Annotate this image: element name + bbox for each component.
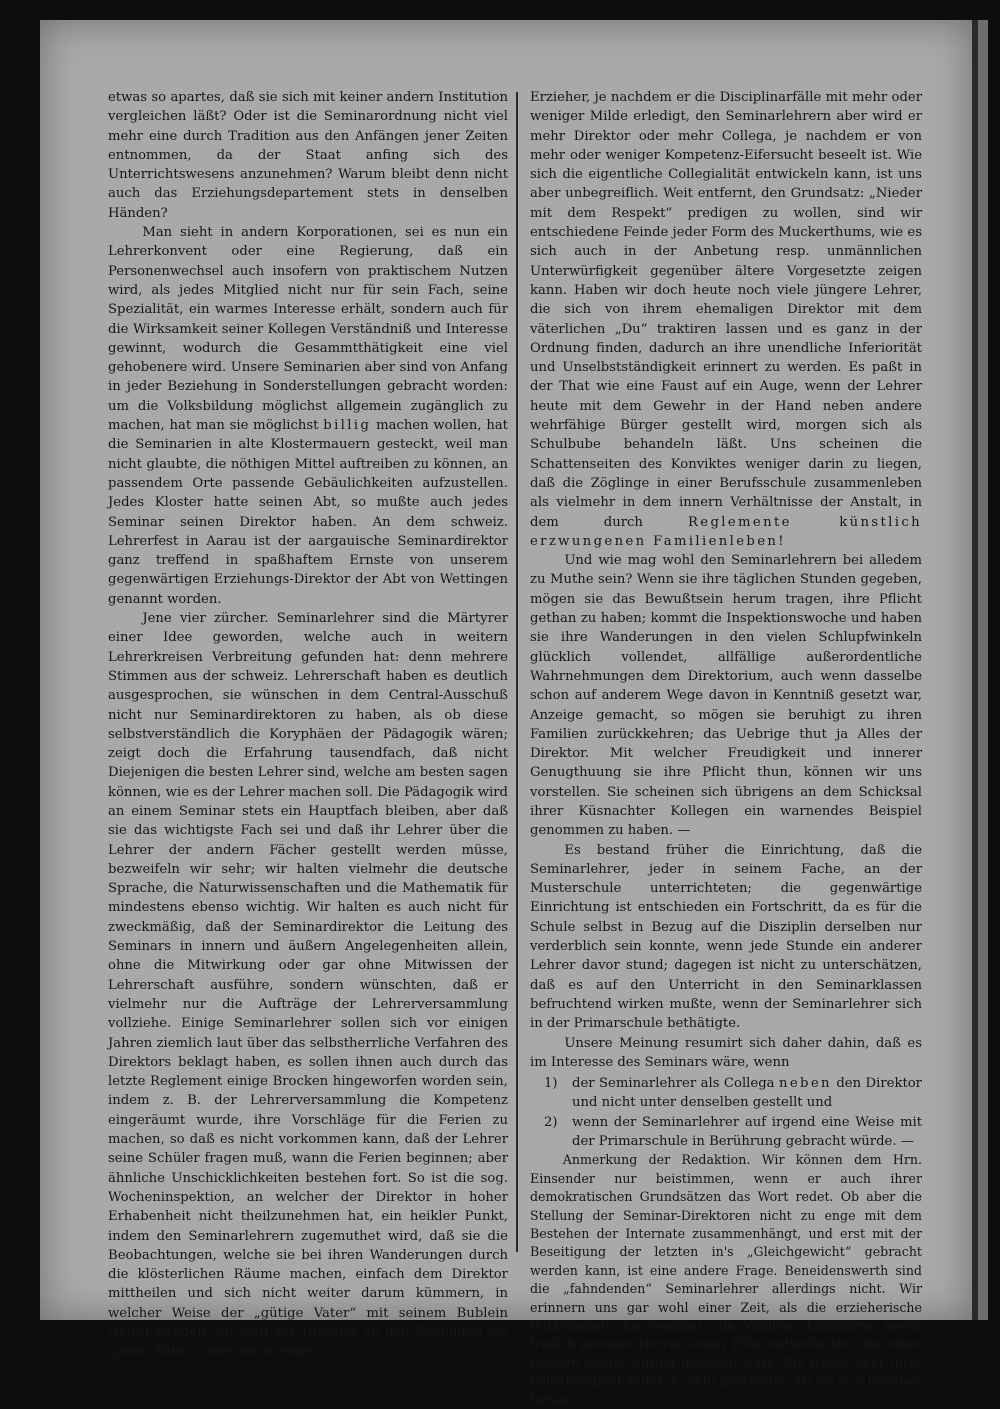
emphasis-neben: neben	[778, 1076, 832, 1092]
right-paragraph-3: Es bestand früher die Einrichtung, daß die Seminarlehrer, jeder in seinem Fache, an der Musterschule unterrichteten; die gegenwärtige Einrichtung ist entschieden ein Fortschritt, da es für die Schule selbst in Bezug auf die Disziplin derselben nur verderblich sein konnte, wenn jede Stunde ein anderer Lehrer davor stund; dagegen ist nicht zu unterschätzen, daß es auf den Unterricht in den Seminarklassen befruchtend wirken mußte, wenn der Seminarlehrer sich in der Primarschule bethätigte.	[530, 842, 922, 1032]
right-paragraph-2: Und wie mag wohl den Seminarlehrern bei alledem zu Muthe sein? Wenn sie ihre täglichen Stunden gegeben, mögen sie das Bewußtsein herum tragen, ihre Pflicht gethan zu haben; kommt die Inspektionswoche und haben sie ihre Wanderungen in den vielen Schlupfwinkeln glücklich vollendet, allfällige außerordentliche Wahrnehmungen dem Direktorium, auch wenn dasselbe schon auf anderem Wege davon in Kenntniß gesetzt war, Anzeige gemacht, so mögen sie beruhigt zu ihren Familien zurückkehren; das Uebrige thut ja Alles der Direktor. Mit welcher Freudigkeit und innerer Genugthuung sie ihre Pflicht thun, können wir uns vorstellen. Sie scheinen sich übrigens an dem Schicksal ihrer Küsnachter Kollegen ein warnendes Beispiel genommen zu haben. —	[530, 553, 922, 839]
list-number: 2)	[544, 1114, 558, 1130]
editorial-note: Anmerkung der Redaktion. Wir können dem Hrn. Einsender nur beistimmen, wenn er auch ihrer demokratischen Grundsätzen das Wort redet. Ob aber die Stellung der Seminar-Direktoren nicht zu enge mit dem Bestehen der Internate zusammenhängt, und erst mit der Beseitigung der letzten in's „Gleichgewicht“ gebracht werden kann, ist eine andere Frage. Beneidenswerth sind die „fahndenden“ Seminarlehrer allerdings nicht. Wir erinnern uns gar wohl einer Zeit, als die erzieherische Wirksamkeit des Seminars im Vigiliren kulminirte, worin freilich gewisse Herren einen Eifer entwickelten, der einer bessern Sache würdig gewesen wäre. Sie haben aber ihrer Lehrthätigkeit dadurch mehr geschadet, als sie sich träumen ließen.	[530, 1152, 922, 1407]
left-paragraph-2-end: machen wollen, hat die Seminarien in alte Klostermauern gesteckt, weil man nicht glaubte, die nöthigen Mittel auftreiben zu können, an passendem Orte passende Gebäulichkeiten aufzustellen. Jedes Kloster hatte seinen Abt, so mußte auch jedes Seminar seinen Direktor haben. An dem schweiz. Lehrerfest in Aarau ist der aargauische Seminardirektor ganz treffend in spaßhaftem Ernste von unserem gegenwärtigen Erziehungs-Direktor der Abt von Wettingen genannt worden.	[108, 418, 508, 607]
right-paragraph-1-start: Erzieher, je nachdem er die Disciplinarfälle mit mehr oder weniger Milde erledigt, den Seminarlehrern aber wird er mehr Direktor oder mehr Collega, je nachdem er von mehr oder weniger Kompetenz-Eifersucht beseelt ist. Wie sich die eigentliche Collegialität entwickeln kann, ist uns aber unbegreiflich. Weit entfernt, den Grundsatz: „Nieder mit dem Respekt“ predigen zu wollen, sind wir entschiedene Feinde jeder Form des Muckerthums, wie es sich auch in der Anbetung resp. unmännlichen Unterwürfigkeit gegenüber ältere Vorgesetzte zeigen kann. Haben wir doch heute noch viele jüngere Lehrer, die sich von ihrem ehemaligen Direktor mit dem väterlichen „Du“ traktiren lassen und es ganz in der Ordnung finden, dadurch an ihre unendliche Inferiorität und Unselbstständigkeit erinnert zu werden. Es paßt in der That wie eine Faust auf ein Auge, wenn der Lehrer heute mit dem Gewehr in der Hand neben andere wehrfähige Bürger gestellt wird, morgen sich als Schulbube behandeln läßt. Uns scheinen die Schattenseiten des Konviktes weniger darin zu liegen, daß die Zöglinge in einer Berufsschule zusammenleben als vielmehr in dem innern Verhältnisse der Anstalt, in dem durch	[530, 90, 922, 530]
right-paragraph-4: Unsere Meinung resumirt sich daher dahin, daß es im Interesse des Seminars wäre, wenn	[530, 1035, 922, 1070]
list-item	[544, 1113, 922, 1152]
list-number: 1)	[544, 1076, 558, 1092]
left-column	[108, 88, 508, 1362]
conclusion-list	[530, 1074, 922, 1151]
emphasis-reglemente: Reglemente künstlich erzwungenen Familienleben!	[530, 514, 922, 549]
list-text: der Seminarlehrer als Collega neben den Direktor und nicht unter denselben gestellt und	[572, 1076, 922, 1111]
right-column	[530, 88, 922, 1409]
left-paragraph-1: etwas so apartes, daß sie sich mit keiner andern Institution vergleichen läßt? Oder ist die Seminarordnung nicht viel mehr eine durch Tradition aus den Anfängen jener Zeiten entnommen, da der Staat anfing sich des Unterrichtswesens anzunehmen? Warum bleibt denn nicht auch das Erziehungsdepartement stets in denselben Händen?	[108, 90, 508, 221]
emphasis-billig: billig	[323, 418, 372, 434]
left-paragraph-3: Jene vier zürcher. Seminarlehrer sind die Märtyrer einer Idee geworden, welche auch in weitern Lehrerkreisen Verbreitung gefunden hat: denn mehrere Stimmen aus der schweiz. Lehrerschaft haben es deutlich ausgesprochen, sie wünschen in dem Central-Ausschuß nicht nur Seminardirektoren zu haben, als ob diese selbstverständlich die Koryphäen der Pädagogik wären; zeigt doch die Erfahrung tausendfach, daß nicht Diejenigen die besten Lehrer sind, welche am besten sagen können, wie es der Lehrer machen soll. Die Pädagogik wird an einem Seminar stets ein Hauptfach bleiben, aber daß sie das wichtigste Fach sei und daß ihr Lehrer über die Lehrer der andern Fächer gestellt werden müsse, bezweifeln wir sehr; wir halten vielmehr die deutsche Sprache, die Naturwissenschaften und die Mathematik für mindestens ebenso wichtig. Wir halten es auch nicht für zweckmäßig, daß der Seminardirektor die Leitung des Seminars in innern und äußern Angelegenheiten allein, ohne die Mitwirkung oder gar ohne Mitwissen der Lehrerschaft ausführe, sondern wünschten, daß er vielmehr nur die Aufträge der Lehrerversammlung vollziehe. Einige Seminarlehrer sollen sich vor einigen Jahren ziemlich laut über das selbstherrliche Verfahren des Direktors beklagt haben, es sollen ihnen auch durch das letzte Reglement einige Brocken hingeworfen worden sein, indem z. B. der Lehrerversammlung die Kompetenz eingeräumt wurde, ihre Vorschläge für die Ferien zu machen, so daß es nicht vorkommen kann, daß der Lehrer seine Schüler fragen muß, wann die Ferien beginnen; aber ähnliche Unschicklichkeiten bestehen fort. So ist die sog. Wocheninspektion, an welcher der Direktor in hoher Erhabenheit nicht theilzunehmen hat, ein heikler Punkt, indem den Seminarlehrern zugemuthet wird, daß sie die Beobachtungen, welche sie bei ihren Wanderungen durch die klösterlichen Räume machen, einfach dem Direktor mittheilen und sich nicht weiter darum kümmern, in welcher Weise der „gütige Vater“ mit seinem Bublein weiter handelt. So wird der Direktor an den Zöglingen ein „guter Vater“ oder ein strenger	[108, 611, 508, 1360]
list-text: wenn der Seminarlehrer auf irgend eine Weise mit der Primarschule in Berührung gebracht würde. —	[572, 1114, 922, 1150]
right-paragraph-1	[530, 88, 922, 551]
left-paragraph-2	[108, 223, 508, 609]
left-paragraph-2-start: Man sieht in andern Korporationen, sei es nun ein Lehrerkonvent oder eine Regierung, daß ein Personenwechsel auch insofern von praktischem Nutzen wird, als jedes Mitglied nicht nur für sein Fach, seine Spezialität, ein warmes Interesse erhält, sondern auch für die Wirksamkeit seiner Kollegen Verständniß und Interesse gewinnt, wodurch die Gesammtthätigkeit eine viel gehobenere wird. Unsere Seminarien aber sind von Anfang in jeder Beziehung in Sonderstellungen gebracht worden: um die Volksbildung möglichst allgemein zugänglich zu machen, hat man sie möglichst	[108, 225, 508, 434]
column-divider	[516, 92, 518, 1252]
list-item	[544, 1074, 922, 1113]
next-page-strip	[978, 20, 988, 1320]
